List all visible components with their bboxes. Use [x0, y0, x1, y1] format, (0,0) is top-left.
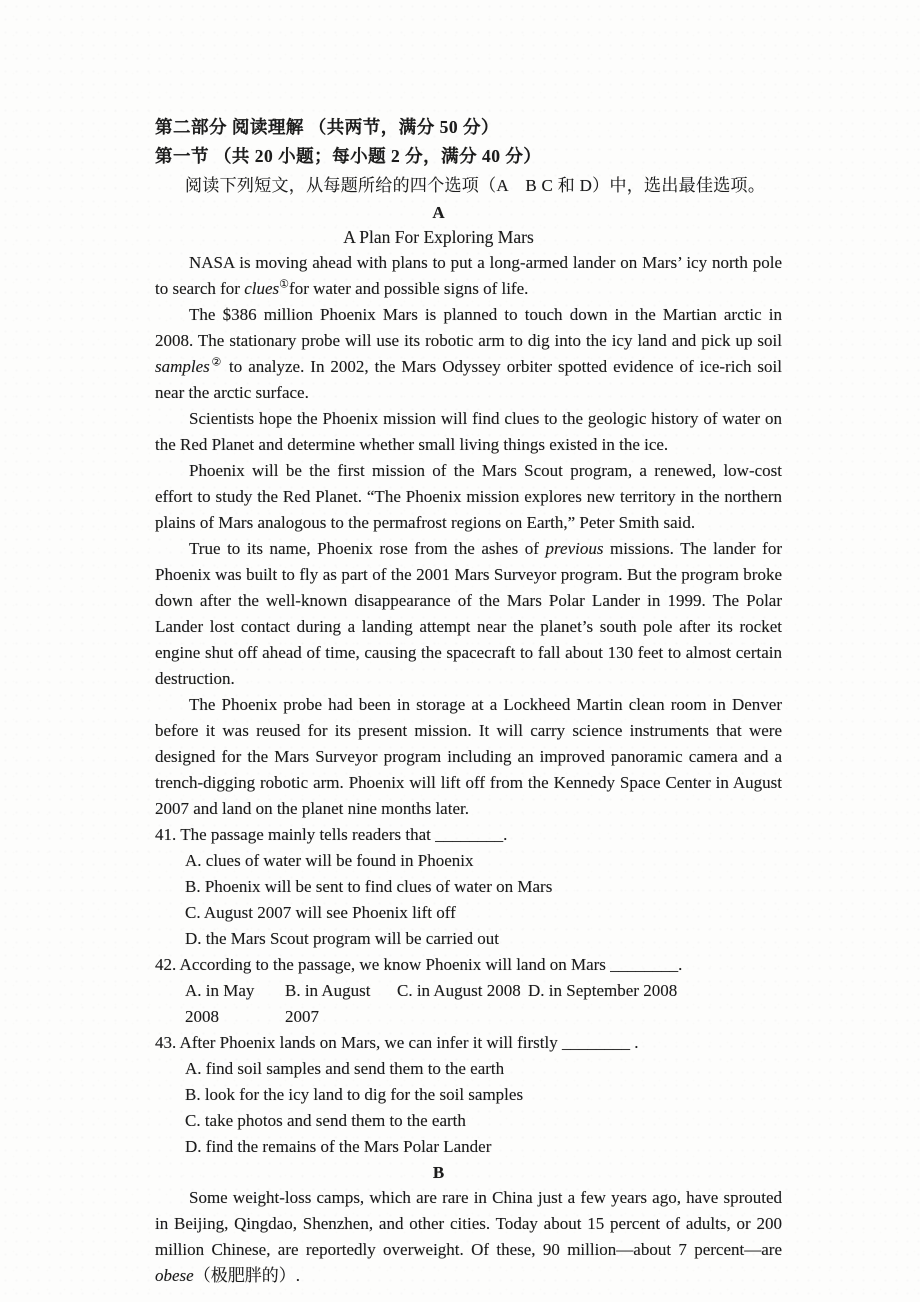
- instructions: 阅读下列短文，从每题所给的四个选项（A B C 和 D）中，选出最佳选项。: [185, 176, 766, 195]
- question-43: [155, 1030, 782, 1160]
- passage-a-paragraph: The Phoenix probe had been in storage at a Lockheed Martin clean room in Denver before it was reused for its present mission. It will carry science instruments that were designed for the Mars Surveyor program including an improved panoramic camera and a trench-digging robotic arm. Phoenix will lift off from the Kennedy Space Center in August 2007 and land on the planet nine months later.: [155, 695, 782, 818]
- question-43-stem: 43. After Phoenix lands on Mars, we can infer it will firstly ________ .: [155, 1033, 639, 1052]
- question-41-option-b: B. Phoenix will be sent to find clues of water on Mars: [185, 877, 553, 896]
- passage-a-paragraph: Phoenix will be the first mission of the Mars Scout program, a renewed, low-cost effort to study the Red Planet. “The Phoenix mission explores new territory in the northern plains of Mars analogous to the permafrost regions on Earth,” Peter Smith said.: [155, 461, 782, 532]
- question-43-option-c: C. take photos and send them to the earth: [185, 1111, 466, 1130]
- passage-b-label: B: [432, 1163, 445, 1182]
- question-43-options: [155, 1056, 782, 1160]
- part-header: 第二部分 阅读理解 （共两节，满分 50 分）: [155, 117, 499, 137]
- passage-a-paragraph: The $386 million Phoenix Mars is planned to touch down in the Martian arctic in 2008. The stationary probe will use its robotic arm to dig into the icy land and pick up soil samples② to analyze. In 2002, the Mars Odyssey orbiter spotted evidence of ice-rich soil near the arctic surface.: [155, 305, 782, 402]
- question-41-option-a: A. clues of water will be found in Phoenix: [185, 851, 474, 870]
- question-41-option-d: D. the Mars Scout program will be carried out: [185, 929, 499, 948]
- question-42-option-c: C. in August 2008: [397, 981, 521, 1000]
- passage-a-label: A: [432, 203, 445, 222]
- question-43-option-b: B. look for the icy land to dig for the soil samples: [185, 1085, 524, 1104]
- section-header: 第一节 （共 20 小题；每小题 2 分，满分 40 分）: [155, 146, 542, 166]
- question-42-options: [155, 978, 782, 1030]
- question-41-option-c: C. August 2007 will see Phoenix lift off: [185, 903, 456, 922]
- passage-a-paragraph: Scientists hope the Phoenix mission will find clues to the geologic history of water on the Red Planet and determine whether small living things existed in the ice.: [155, 409, 782, 454]
- question-43-option-a: A. find soil samples and send them to the earth: [185, 1059, 505, 1078]
- passage-b-paragraph: Some weight-loss camps, which are rare in China just a few years ago, have sprouted in Beijing, Qingdao, Shenzhen, and other cities. Today about 15 percent of adults, or 200 million Chinese, are reportedly overweight. Of these, 90 million—about 7 percent—are obese（极肥胖的）.: [155, 1188, 782, 1285]
- question-42-option-a: A. in May 2008: [185, 981, 255, 1026]
- question-41-stem: 41. The passage mainly tells readers that ________.: [155, 825, 508, 844]
- passage-a-paragraph: NASA is moving ahead with plans to put a long-armed lander on Mars’ icy north pole to search for clues①for water and possible signs of life.: [155, 253, 782, 298]
- question-42-option-b: B. in August 2007: [285, 981, 371, 1026]
- question-41-options: [155, 848, 782, 952]
- question-41: [155, 822, 782, 952]
- passage-a-title: A Plan For Exploring Mars: [343, 227, 534, 247]
- question-43-option-d: D. find the remains of the Mars Polar Lander: [185, 1137, 492, 1156]
- question-42-stem: 42. According to the passage, we know Phoenix will land on Mars ________.: [155, 955, 683, 974]
- passage-a-paragraph: True to its name, Phoenix rose from the ashes of previous missions. The lander for Phoenix was built to fly as part of the 2001 Mars Surveyor program. But the program broke down after the well-known disappearance of the Mars Polar Lander in 1999. The Polar Lander lost contact during a landing attempt near the planet’s south pole after its rocket engine shut off ahead of time, causing the spacecraft to fall about 130 feet to almost certain destruction.: [155, 539, 782, 688]
- question-42: [155, 952, 782, 1030]
- question-42-option-d: D. in September 2008: [528, 981, 678, 1000]
